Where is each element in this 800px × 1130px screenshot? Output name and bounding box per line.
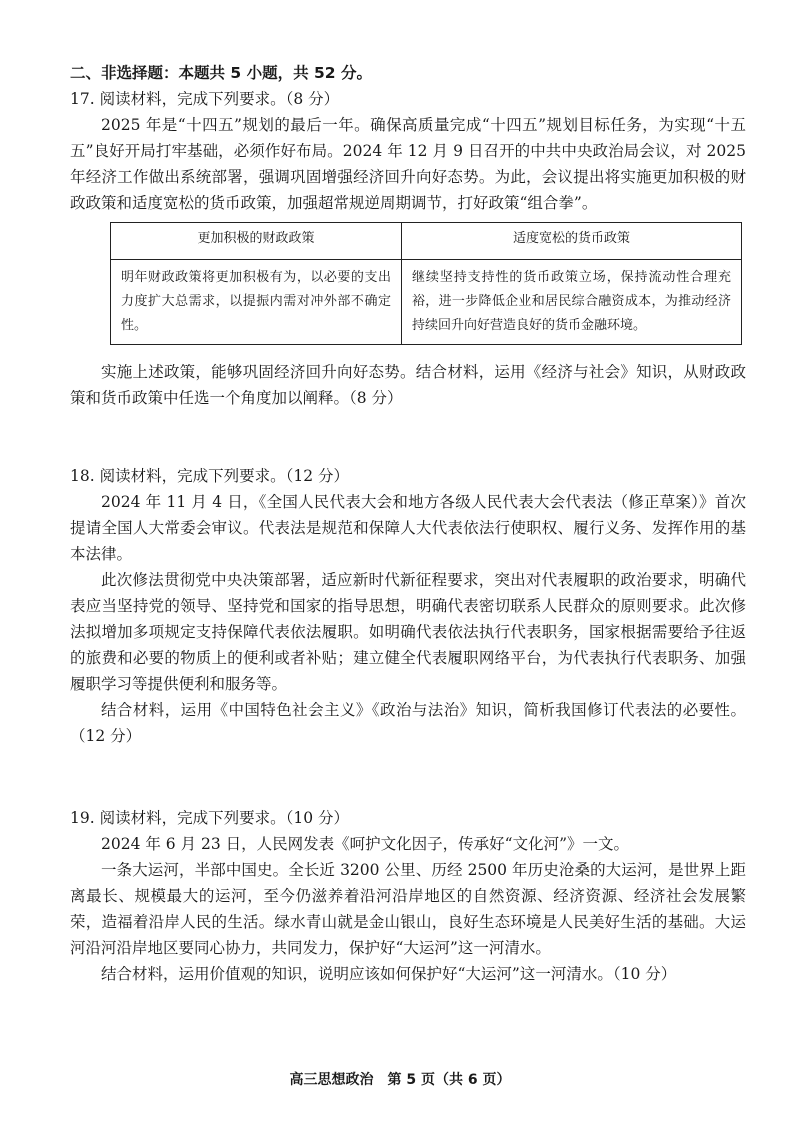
q19-paragraph-2: 一条大运河，半部中国史。全长近 3200 公里、历经 2500 年历史沧桑的大运河，是世界上距离最长、规模最大的运河，至今仍滋养着沿河沿岸地区的自然资源、经济资源、经济社会发展繁荣，造福着沿岸人民的生活。绿水青山就是金山银山，良好生态环境是人民美好生活的基础。大运河沿河沿岸地区要同心协力，共同发力，保护好“大运河”这一河清水。 <box>70 861 746 957</box>
section-title: 二、非选择题：本题共 5 小题，共 52 分。 <box>70 64 372 82</box>
policy-table <box>110 222 742 345</box>
question-19 <box>70 805 746 987</box>
q18-heading: 18. 阅读材料，完成下列要求。（12 分） <box>70 467 349 485</box>
q17-heading: 17. 阅读材料，完成下列要求。（8 分） <box>70 90 340 108</box>
q19-paragraph-1: 2024 年 6 月 23 日，人民网发表《呵护文化因子，传承好“文化河”》一文。 <box>101 835 630 853</box>
q17-task: 实施上述政策，能够巩固经济回升向好态势。结合材料，运用《经济与社会》知识，从财政政策和货币政策中任选一个角度加以阐释。（8 分） <box>70 363 746 407</box>
q17-intro: 2025 年是“十四五”规划的最后一年。确保高质量完成“十四五”规划目标任务，为实现“十五五”良好开局打牢基础，必须作好布局。2024 年 12 月 9 日召开的中共中央政治局会议，对 2025 年经济工作做出系统部署，强调巩固增强经济回升向好态势。为此，会议提出将实施更加积极的财政政策和适度宽松的货币政策，加强超常规逆周期调节，打好政策“组合拳”。 <box>70 116 746 212</box>
q19-heading: 19. 阅读材料，完成下列要求。（10 分） <box>70 809 349 827</box>
table-cell-fiscal: 明年财政政策将更加积极有为，以必要的支出力度扩大总需求，以提振内需对冲外部不确定性。 <box>111 260 402 345</box>
q19-task: 结合材料，运用价值观的知识，说明应该如何保护好“大运河”这一河清水。（10 分） <box>101 965 677 983</box>
spacer <box>70 411 746 463</box>
question-17 <box>70 86 746 411</box>
q18-paragraph-2: 此次修法贯彻党中央决策部署，适应新时代新征程要求，突出对代表履职的政治要求，明确代表应当坚持党的领导、坚持党和国家的指导思想，明确代表密切联系人民群众的原则要求。此次修法拟增加多项规定支持保障代表依法履职。如明确代表依法执行代表职务，国家根据需要给予往返的旅费和必要的物质上的便利或者补贴；建立健全代表履职网络平台，为代表执行代表职务、加强履职学习等提供便利和服务等。 <box>70 571 746 693</box>
page-footer: 高三思想政治 第 5 页（共 6 页） <box>289 1072 511 1088</box>
table-header-fiscal: 更加积极的财政政策 <box>111 223 402 260</box>
table-cell-monetary: 继续坚持支持性的货币政策立场，保持流动性合理充裕，进一步降低企业和居民综合融资成本，为推动经济持续回升向好营造良好的货币金融环境。 <box>402 260 742 345</box>
table-header-monetary: 适度宽松的货币政策 <box>402 223 742 260</box>
spacer <box>70 749 746 805</box>
q18-paragraph-1: 2024 年 11 月 4 日，《全国人民代表大会和地方各级人民代表大会代表法（修正草案）》首次提请全国人大常委会审议。代表法是规范和保障人大代表依法行使职权、履行义务、发挥作用的基本法律。 <box>70 493 746 563</box>
question-18 <box>70 463 746 749</box>
q18-task: 结合材料，运用《中国特色社会主义》《政治与法治》知识，简析我国修订代表法的必要性。（12 分） <box>70 701 746 745</box>
